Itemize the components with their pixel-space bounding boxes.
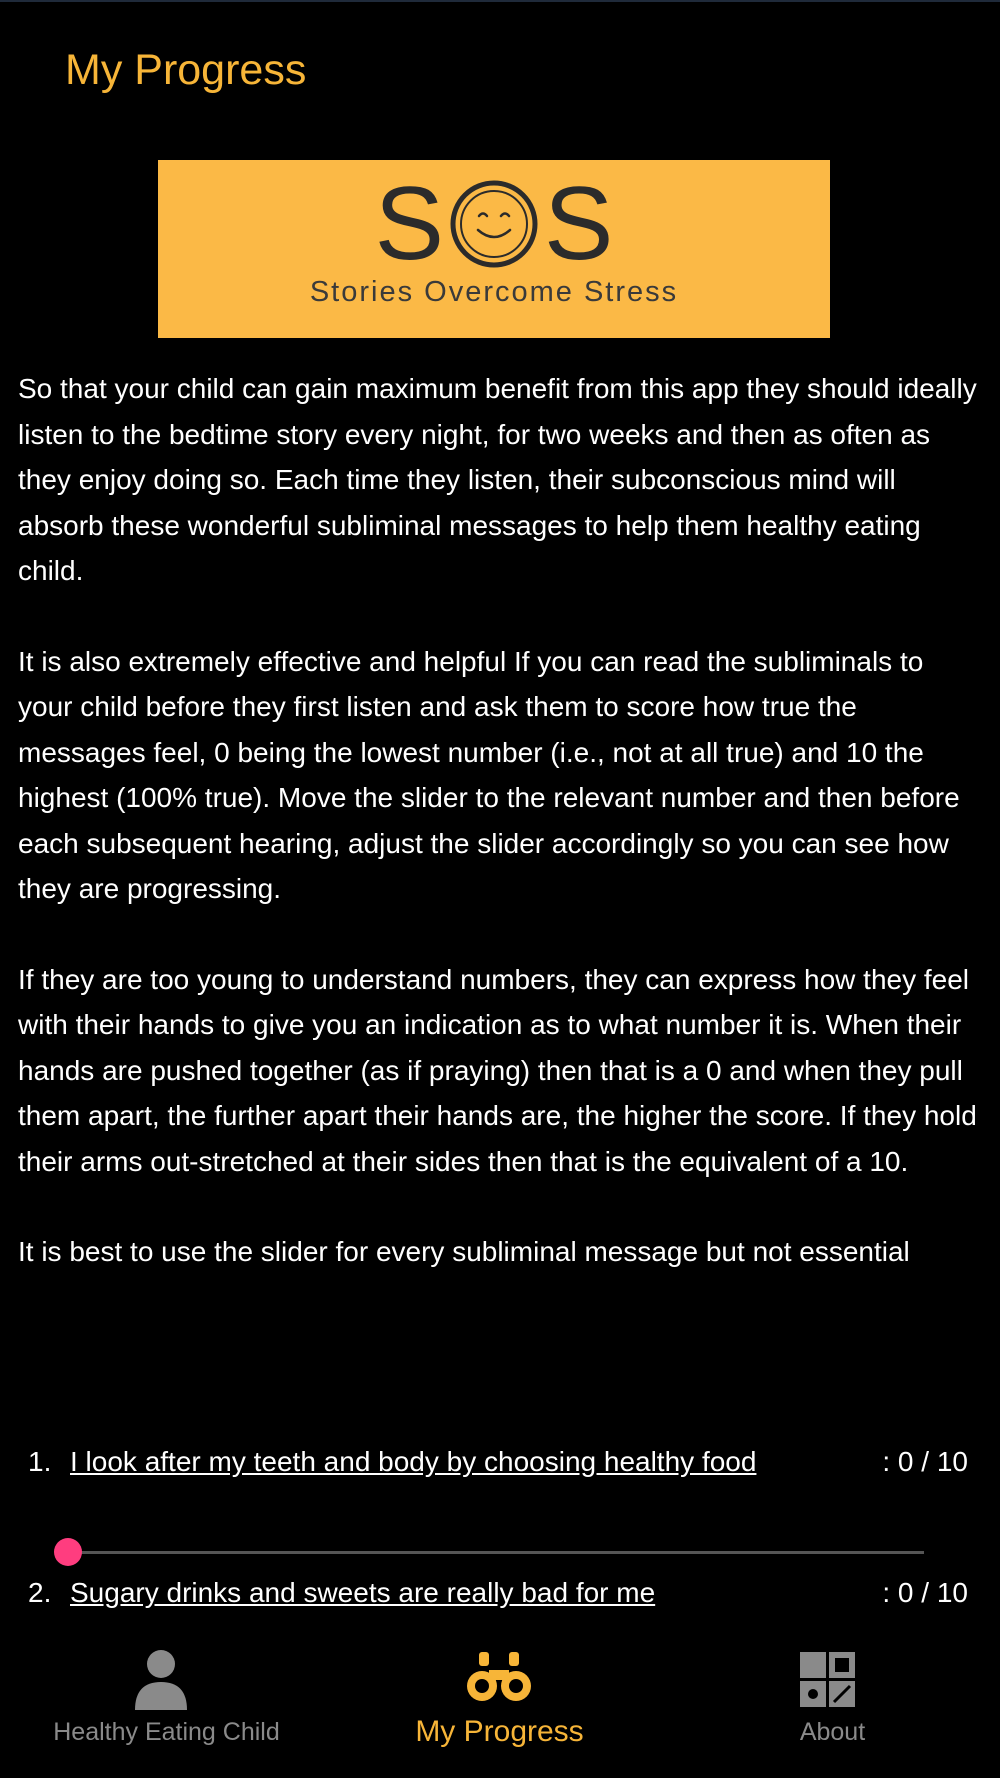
bottom-navigation (0, 1630, 1000, 1778)
sos-banner (158, 160, 830, 338)
message-score: : 0 / 10 (882, 1577, 968, 1608)
banner-tagline: Stories Overcome Stress (309, 276, 679, 308)
smiley-face-icon (448, 178, 540, 270)
message-number: 2. (28, 1577, 52, 1608)
logo-letter-s-left: S (374, 166, 444, 282)
slider-track[interactable] (68, 1551, 924, 1554)
message-1-slider[interactable] (56, 1537, 924, 1567)
sos-logo (158, 166, 830, 282)
message-score: : 0 / 10 (882, 1446, 968, 1477)
nav-tab-my-progress[interactable] (333, 1630, 666, 1778)
message-link[interactable]: I look after my teeth and body by choosing healthy food (70, 1446, 757, 1477)
status-divider (0, 0, 1000, 2)
nav-label: About (799, 1718, 866, 1746)
message-link[interactable]: Sugary drinks and sweets are really bad for me (70, 1577, 656, 1608)
logo-letter-s-right: S (544, 166, 614, 282)
instruction-paragraph-4: It is best to use the slider for every subliminal message but not essential (18, 1236, 910, 1267)
slider-thumb[interactable] (54, 1538, 82, 1566)
binoculars-icon (333, 1650, 666, 1710)
instructions-content (18, 366, 984, 1275)
message-number: 1. (28, 1446, 52, 1477)
grid-icon (666, 1650, 999, 1710)
nav-label: My Progress (415, 1715, 584, 1748)
nav-label: Healthy Eating Child (53, 1718, 280, 1746)
nav-tab-healthy-eating-child[interactable] (0, 1630, 333, 1778)
nav-tab-about[interactable] (666, 1630, 999, 1778)
instruction-paragraph-2: It is also extremely effective and helpful If you can read the subliminals to your child before they first listen and ask them to score how true the messages feel, 0 being the lowest number (i.e., not at all true) and 10 the highest (100% true). Move the slider to the relevant number and then before each subsequent hearing, adjust the slider accordingly so you can see how they are progressing. (18, 645, 960, 904)
instruction-paragraph-3: If they are too young to understand numbers, they can express how they feel with their hands to give you an indication as to what number it is. When their hands are pushed together (as if praying) then that is a 0 and when they pull them apart, the further apart their hands are, the higher the score. If they hold their arms out-stretched at their sides then that is the equivalent of a 10. (18, 963, 977, 1177)
page-title: My Progress (65, 46, 307, 94)
person-icon (0, 1650, 333, 1710)
instruction-paragraph-1: So that your child can gain maximum benefit from this app they should ideally listen to the bedtime story every night, for two weeks and then as often as they enjoy doing so. Each time they listen, their subconscious mind will absorb these wonderful subliminal messages to help them healthy eating child. (18, 373, 977, 586)
